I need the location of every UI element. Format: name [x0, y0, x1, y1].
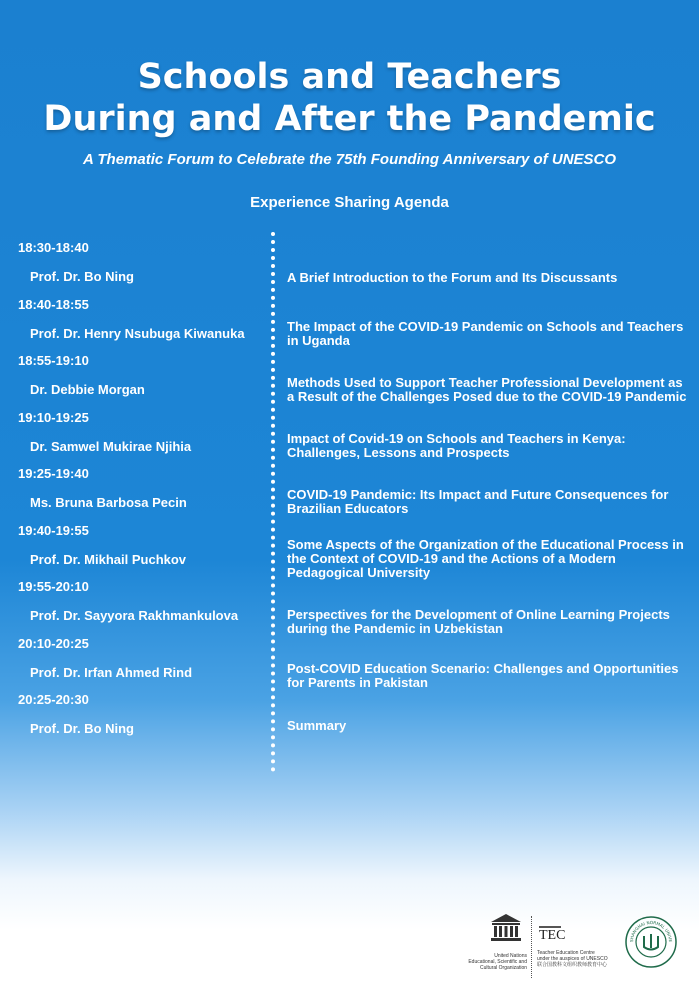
- slot-time: 19:25-19:40: [18, 466, 89, 481]
- slot-time: 18:30-18:40: [18, 240, 89, 255]
- unesco-logo: [455, 912, 527, 971]
- slot-time: 19:40-19:55: [18, 522, 89, 538]
- tec-mark: TEC: [539, 928, 566, 943]
- agenda-heading: Experience Sharing Agenda: [250, 194, 449, 211]
- agenda-slot: [18, 523, 268, 580]
- agenda-schedule: [18, 240, 268, 749]
- column-divider: [271, 232, 275, 772]
- tec-line-1: Teacher Education Centre: [537, 950, 595, 956]
- logo-separator: [531, 916, 532, 978]
- slot-speaker: Prof. Dr. Mikhail Puchkov: [30, 551, 187, 567]
- topic-item: Some Aspects of the Organization of the Educational Process in the Context of COVID-19 and the Actions of a Modern Pedagogical University: [287, 537, 684, 580]
- university-seal-icon: [625, 916, 677, 968]
- agenda-slot: [18, 410, 268, 467]
- slot-time: 19:55-20:10: [18, 579, 89, 594]
- topic-item: Summary: [287, 718, 347, 733]
- agenda-slot: [18, 692, 268, 749]
- slot-speaker: Dr. Debbie Morgan: [30, 382, 145, 397]
- page-title: [0, 56, 699, 140]
- unesco-line-2: Educational, Scientific and: [468, 959, 527, 965]
- slot-time: 19:10-19:25: [18, 409, 89, 425]
- title-line-2: During and After the Pandemic: [43, 99, 656, 139]
- agenda-slot: [18, 240, 268, 297]
- tec-line-3: 联合国教科文组织教师教育中心: [537, 962, 608, 968]
- slot-time: 20:10-20:25: [18, 635, 89, 651]
- topic-item: Perspectives for the Development of Online Learning Projects during the Pandemic in Uzbekistan: [287, 607, 670, 636]
- agenda-slot: [18, 579, 268, 636]
- slot-speaker: Prof. Dr. Bo Ning: [30, 721, 134, 736]
- slot-speaker: Dr. Samwel Mukirae Njihia: [30, 438, 192, 454]
- slot-time: 18:40-18:55: [18, 296, 89, 312]
- tec-line-2: under the auspices of UNESCO: [537, 956, 608, 962]
- footer-logos: [455, 912, 685, 982]
- topic-item: The Impact of the COVID-19 Pandemic on Schools and Teachers in Uganda: [287, 319, 684, 348]
- agenda-slot: [18, 297, 268, 354]
- slot-speaker: Prof. Dr. Sayyora Rakhmankulova: [30, 608, 239, 623]
- topic-item: Methods Used to Support Teacher Professional Development as a Result of the Challenges Posed due to the COVID-19 Pandemic: [287, 375, 687, 404]
- slot-speaker: Prof. Dr. Bo Ning: [30, 269, 134, 284]
- slot-speaker: Ms. Bruna Barbosa Pecin: [30, 495, 187, 510]
- agenda-slot: [18, 636, 268, 693]
- slot-time: 20:25-20:30: [18, 692, 89, 707]
- unesco-line-1: United Nations: [494, 953, 527, 959]
- agenda-slot: [18, 353, 268, 410]
- title-line-1: Schools and Teachers: [137, 57, 562, 97]
- unesco-line-3: Cultural Organization: [480, 965, 527, 971]
- agenda-slot: [18, 466, 268, 523]
- slot-speaker: Prof. Dr. Henry Nsubuga Kiwanuka: [30, 325, 245, 341]
- topic-item: COVID-19 Pandemic: Its Impact and Future Consequences for Brazilian Educators: [287, 487, 669, 516]
- seal-text: SHANGHAI NORMAL UNIVE: [628, 919, 674, 943]
- topic-item: Impact of Covid-19 on Schools and Teachers in Kenya: Challenges, Lessons and Prospects: [287, 431, 626, 460]
- slot-time: 18:55-19:10: [18, 353, 89, 368]
- topic-item: A Brief Introduction to the Forum and Its Discussants: [287, 270, 618, 285]
- tec-logo: [537, 912, 617, 968]
- slot-speaker: Prof. Dr. Irfan Ahmed Rind: [30, 664, 193, 680]
- topic-item: Post-COVID Education Scenario: Challenges and Opportunities for Parents in Pakistan: [287, 661, 679, 690]
- subtitle: A Thematic Forum to Celebrate the 75th Founding Anniversary of UNESCO: [82, 151, 617, 168]
- unesco-temple-icon: [489, 912, 523, 942]
